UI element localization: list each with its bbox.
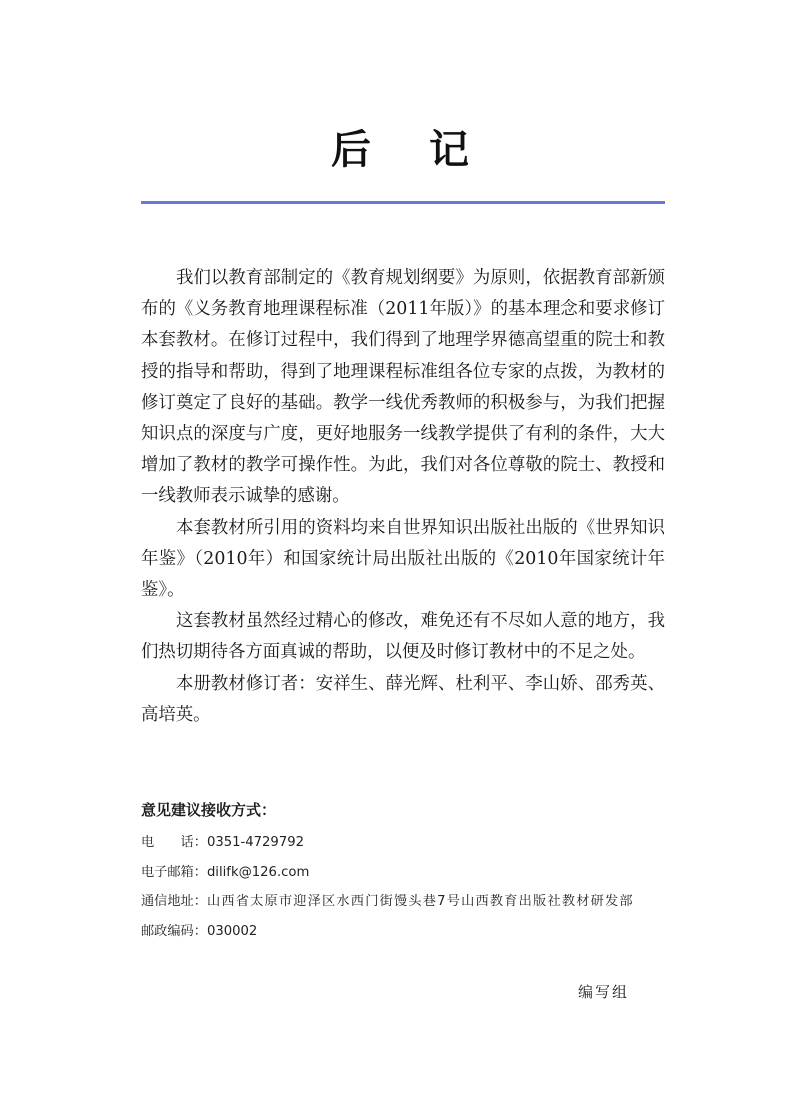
contact-heading: 意见建议接收方式： bbox=[141, 801, 277, 819]
paragraph-sources: 本套教材所引用的资料均来自世界知识出版社出版的《世界知识年鉴》（2010年）和国家统计局出版社出版的《2010年国家统计年鉴》。 bbox=[141, 517, 665, 601]
contact-email bbox=[141, 858, 681, 888]
email-label: 电子邮箱： bbox=[141, 864, 207, 880]
postcode-value: 030002 bbox=[206, 923, 258, 939]
contact-address bbox=[141, 887, 681, 917]
phone-value: 0351-4729792 bbox=[206, 835, 304, 850]
paragraph-feedback-request: 这套教材虽然经过精心的修改，难免还有不尽如人意的地方，我们热切期待各方面真诚的帮助，以便及时修订教材中的不足之处。 bbox=[141, 611, 665, 663]
page-title: 后 记 bbox=[331, 127, 491, 173]
signature: 编写组 bbox=[578, 983, 630, 1001]
contact-section bbox=[141, 799, 681, 946]
contact-phone bbox=[141, 828, 681, 858]
address-label: 通信地址： bbox=[141, 894, 207, 909]
phone-label: 电 话： bbox=[141, 835, 207, 850]
paragraph-acknowledgements: 我们以教育部制定的《教育规划纲要》为原则，依据教育部新颁布的《义务教育地理课程标准（2011年版）》的基本理念和要求修订本套教材。在修订过程中，我们得到了地理学界德高望重的院士和教授的指导和帮助，得到了地理课程标准组各位专家的点拨，为教材的修订奠定了良好的基础。教学一线优秀教师的积极参与，为我们把握知识点的深度与广度，更好地服务一线教学提供了有利的条件，大大增加了教材的教学可操作性。为此，我们对各位尊敬的院士、教授和一线教师表示诚挚的感谢。 bbox=[141, 268, 665, 507]
contact-postcode bbox=[141, 917, 681, 947]
paragraph-revisers: 本册教材修订者：安祥生、薛光辉、杜利平、李山娇、邵秀英、高培英。 bbox=[141, 673, 665, 725]
postcode-label: 邮政编码： bbox=[141, 923, 207, 939]
title-divider bbox=[141, 201, 665, 204]
afterword-body bbox=[141, 263, 665, 731]
email-value[interactable]: dilifk@126.com bbox=[206, 864, 310, 880]
address-value: 山西省太原市迎泽区水西门街馒头巷7号山西教育出版社教材研发部 bbox=[206, 894, 634, 909]
